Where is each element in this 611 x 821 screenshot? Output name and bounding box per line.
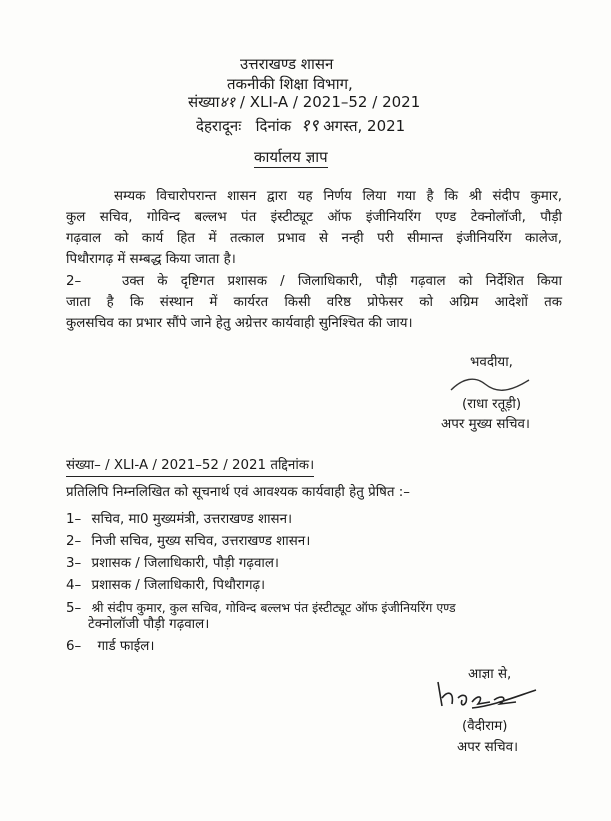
copy-item-text: प्रशासक / जिलाधिकारी, पिथौरागढ़। [91,578,266,593]
signatory-designation: अपर मुख्य सचिव। [441,417,530,432]
copy-item-number: 2– [66,534,82,549]
paragraph-2 [66,271,562,334]
memo-place: देहरादूनः [196,117,242,135]
copy-item-number: 6– [66,639,82,654]
signature-closing: भवदीया, [470,355,513,370]
signature-2-scribble-icon [432,676,542,716]
memo-number-handwritten: ४१ [219,93,236,111]
copy-item-text: गार्ड फाईल। [97,639,155,654]
copy-item-number: 4– [66,578,82,593]
copy-item-text: श्री संदीप कुमार, कुल सचिव, गोविन्द बल्लभ पंत इंस्टीट्यूट ऑफ इंजीनियरिंग एण्ड [91,600,456,615]
memo-date-handwritten: १९ [300,116,319,136]
signatory-2-designation: अपर सचिव। [457,740,519,755]
signatory-name: (राधा रतूड़ी) [462,397,522,412]
copy-item-4 [66,575,265,596]
memo-date-rest: अगस्त, 2021 [323,117,406,135]
memo-date-label: दिनांक [255,117,292,135]
paragraph-2-number: 2– [66,274,82,289]
copy-item-text: टेक्नोलॉजी पौड़ी गढ़वाल। [88,617,210,632]
copy-item-2 [66,531,310,552]
copy-item-text: प्रशासक / जिलाधिकारी, पौड़ी गढ़वाल। [91,556,280,571]
copy-item-number: 1– [66,512,82,527]
copy-item-number: 5– [66,601,82,616]
memo-date-line [196,113,405,136]
copy-item-text: सचिव, मा0 मुख्यमंत्री, उत्तराखण्ड शासन। [91,512,293,527]
paragraph-1-line: गढ़वाल को कार्य हित में तत्काल प्रभाव से नन्ही परी सीमान्त इंजीनियरिंग कालेज, [66,231,562,246]
paragraph-1 [66,186,562,270]
copy-item-6 [66,636,154,657]
copy-reference-number: संख्या– / XLI-A / 2021–52 / 2021 तद्दिनांक। [66,455,314,477]
copy-item-5-continued [88,614,209,635]
paragraph-1-line: सम्यक विचारोपरान्त शासन द्वारा यह निर्णय लिया गया है कि श्री संदीप कुमार, [114,189,562,204]
memo-number [188,92,420,112]
copy-item-text: निजी सचिव, मुख्य सचिव, उत्तराखण्ड शासन। [91,534,311,549]
paragraph-2-line: जाता है कि संस्थान में कार्यरत किसी वरिष्ठ प्रोफेसर को अग्रिम आदेशों तक [66,295,562,310]
department-name: तकनीकी शिक्षा विभाग, [227,75,353,93]
signature-2-closing: आज्ञा से, [468,667,512,682]
copy-item-number: 3– [66,556,82,571]
paragraph-1-line: कुल सचिव, गोविन्द बल्लभ पंत इंस्टीट्यूट ऑफ इंजीनियरिंग एण्ड टेक्नोलॉजी, पौड़ी [66,210,562,225]
paragraph-1-line: पिथौरागढ़ में सम्बद्ध किया जाता है। [66,252,236,267]
signatory-2-name: (वैदीराम) [462,719,508,734]
paragraph-2-line: कुलसचिव का प्रभार सौंपे जाने हेतु अग्रेत्तर कार्यवाही सुनिश्चित की जाय। [66,316,413,331]
govt-name: उत्तराखण्ड शासन [240,55,334,73]
memo-number-rest: / XLI-A / 2021–52 / 2021 [239,93,421,111]
copy-intro: प्रतिलिपि निम्नलिखित को सूचनार्थ एवं आवश्यक कार्यवाही हेतु प्रेषित :– [66,485,410,500]
memo-number-prefix: संख्या [188,93,220,111]
office-memo-title: कार्यालय ज्ञाप [254,148,328,166]
copy-item-3 [66,553,279,574]
paragraph-2-line: उक्त के दृष्टिगत प्रशासक / जिलाधिकारी, पौड़ी गढ़वाल को निर्देशित किया [122,274,562,289]
copy-item-1 [66,509,292,530]
